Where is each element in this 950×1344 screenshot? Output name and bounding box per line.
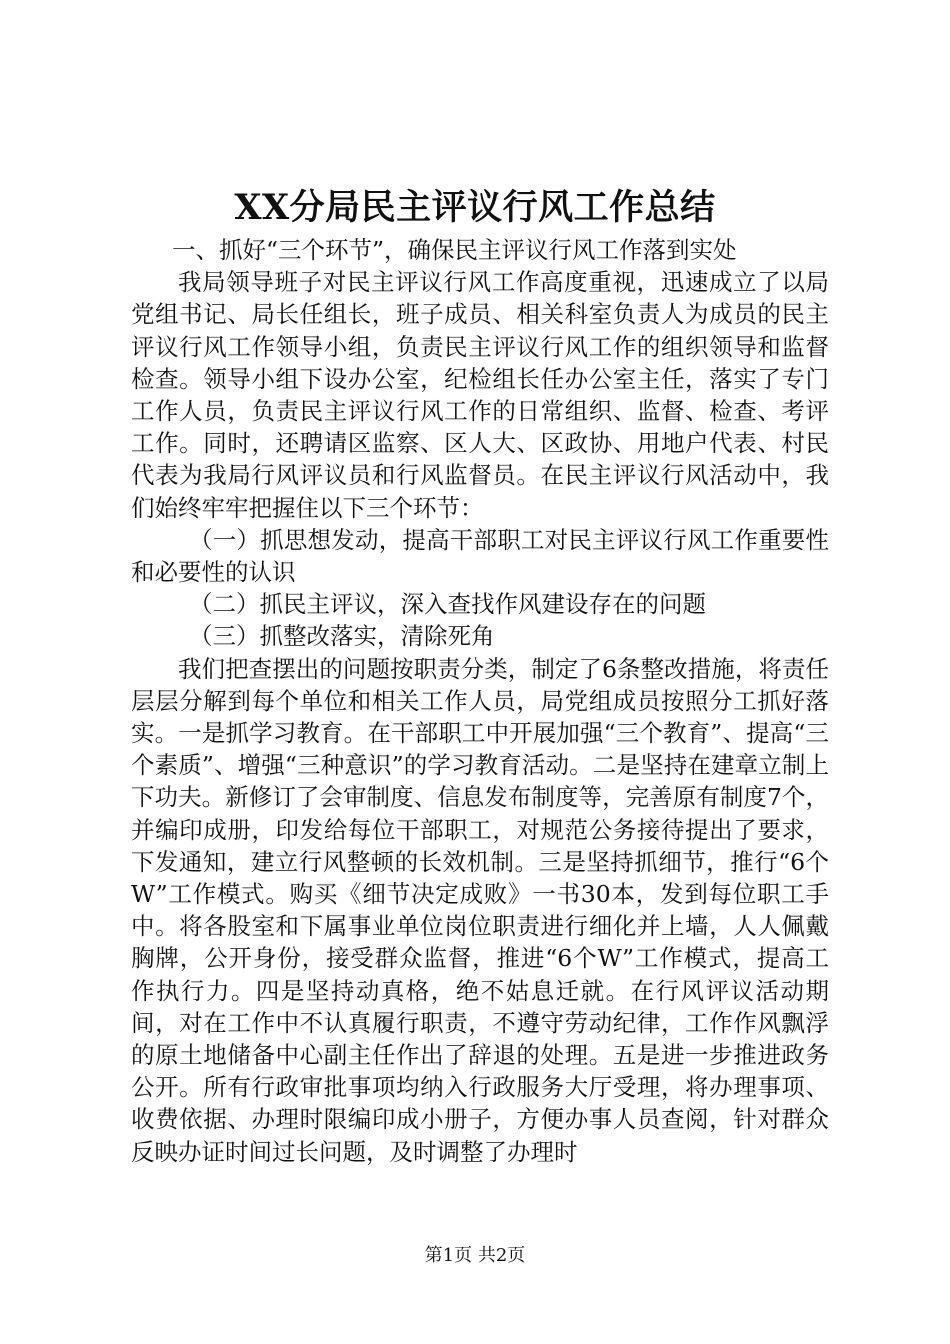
document-body	[131, 234, 829, 1168]
subsection-heading: （三）抓整改落实，清除死角	[189, 622, 495, 651]
body-paragraph: 我们把查摆出的问题按职责分类，制定了6条整改措施，将责任层层分解到每个单位和相关工作人员，局党组成员按照分工抓好落实。一是抓学习教育。在干部职工中开展加强“三个教育”、提高“三个素质”、增强“三种意识”的学习教育活动。二是坚持在建章立制上下功夫。新修订了会审制度、信息发布制度等，完善原有制度7个，并编印成册，印发给每位干部职工，对规范公务接待提出了要求，下发通知，建立行风整顿的长效机制。三是坚持抓细节，推行“6个W”工作模式。购买《细节决定成败》一书30本，发到每位职工手中。将各股室和下属事业单位岗位职责进行细化并上墙，人人佩戴胸牌，公开身份，接受群众监督，推进“6个W”工作模式，提高工作执行力。四是坚持动真格，绝不姑息迁就。在行风评议活动期间，对在工作中不认真履行职责，不遵守劳动纪律，工作作风飘浮的原土地储备中心副主任作出了辞退的处理。五是进一步推进政务公开。所有行政审批事项均纳入行政服务大厅受理，将办理事项、收费依据、办理时限编印成小册子，方便办事人员查阅，针对群众反映办证时间过长问题，及时调整了办理时	[131, 654, 829, 1166]
subsection-heading: （二）抓民主评议，深入查找作风建设存在的问题	[189, 590, 706, 619]
page-footer: 第1页 共2页	[424, 1245, 526, 1266]
section-heading: 一、抓好“三个环节”，确保民主评议行风工作落到实处	[172, 236, 737, 264]
subsection-heading: （一）抓思想发动，提高干部职工对民主评议行风工作重要性和必要性的认识	[131, 525, 829, 587]
body-paragraph: 我局领导班子对民主评议行风工作高度重视，迅速成立了以局党组书记、局长任组长，班子成员、相关科室负责人为成员的民主评议行风工作领导小组，负责民主评议行风工作的组织领导和监督检查。领导小组下设办公室，纪检组长任办公室主任，落实了专门工作人员，负责民主评议行风工作的日常组织、监督、检查、考评工作。同时，还聘请区监察、区人大、区政协、用地户代表、村民代表为我局行风评议员和行风监督员。在民主评议行风活动中，我们始终牢牢把握住以下三个环节：	[131, 268, 829, 522]
document-title: XX分局民主评议行风工作总结	[234, 187, 716, 228]
